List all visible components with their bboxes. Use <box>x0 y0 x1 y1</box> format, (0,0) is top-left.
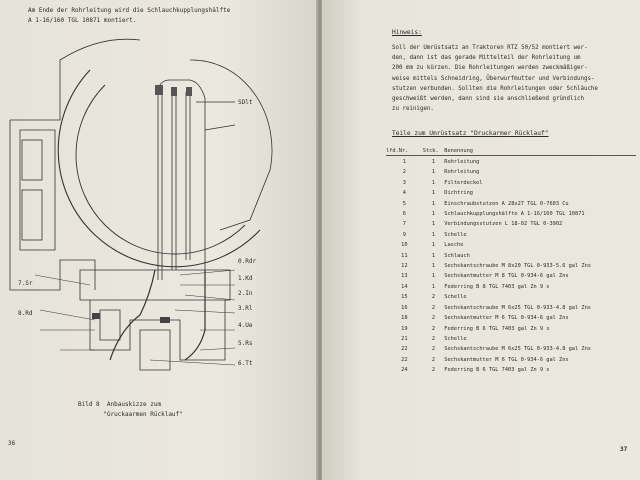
cell-qty: 1 <box>431 242 436 249</box>
table-row <box>386 365 640 375</box>
caption-line-1: Bild 8 Anbauskizze zum <box>78 401 162 408</box>
cell-description: Dichtring <box>444 190 473 197</box>
cell-description: Rohrleitung <box>444 159 480 165</box>
cell-qty: 2 <box>431 325 436 332</box>
note-line: weise mittels Schneidring, Überwurfmutter und Verbindungs- <box>392 75 595 82</box>
cell-qty: 1 <box>431 200 436 207</box>
cell-description: Sechskantschraube M 6x25 TGL 0-933-4.8 gal Zns <box>444 304 591 311</box>
table-row <box>386 282 640 292</box>
cell-qty: 2 <box>431 294 436 301</box>
table-row <box>386 240 640 250</box>
cell-number: 2 <box>402 169 406 176</box>
callout-label: 0.Rdr <box>238 258 257 265</box>
cell-number: 22 <box>401 346 408 353</box>
cell-description: Federring B 6 TGL 7403 gal Zn 9 s <box>444 325 550 332</box>
table-row <box>386 334 640 344</box>
table-row <box>386 199 640 209</box>
cell-qty: 1 <box>431 252 436 259</box>
left-page <box>0 0 318 480</box>
figure-caption <box>78 400 183 420</box>
cell-number: 24 <box>401 367 408 374</box>
note-line: 200 mm zu kürzen. Die Rohrleitungen werden zweckmäßiger- <box>392 65 588 72</box>
cell-description: Sechskantmutter M 6 TGL 0-934-6 gal Zns <box>444 356 569 363</box>
cell-description: Filterdeckel <box>444 179 483 186</box>
callout-label: 1.Kd <box>238 275 253 282</box>
cell-number: 6 <box>402 211 406 218</box>
note-line: den, dann ist das gerade Mittelteil der Rohrleitung um <box>392 55 581 62</box>
cell-qty: 1 <box>431 263 436 270</box>
technical-drawing <box>0 30 300 395</box>
parts-list-title: Teile zum Umrüstsatz "Druckarmer Rücklauf" <box>392 130 549 137</box>
table-row <box>386 251 640 261</box>
cell-qty: 1 <box>431 221 436 228</box>
cell-number: 10 <box>401 242 408 249</box>
note-title: Hinweis: <box>392 29 422 36</box>
cell-number: 18 <box>401 315 408 322</box>
table-row <box>386 271 640 281</box>
cell-qty: 2 <box>431 367 436 374</box>
note-line: zu reinigen. <box>392 106 434 113</box>
callout-label: 6.Tt <box>238 360 253 367</box>
cell-number: 16 <box>401 304 408 311</box>
cell-number: 22 <box>401 356 408 363</box>
cell-description: Federring B 6 TGL 7403 gal Zn 9 s <box>444 367 550 374</box>
cell-qty: 2 <box>431 335 436 342</box>
cell-qty: 2 <box>431 346 436 353</box>
cell-qty: 2 <box>431 304 436 311</box>
cell-description: Verbindungsstutzen L 18-02 TGL 0-3902 <box>444 221 563 228</box>
note-line: stutzen verbunden. Sollten die Rohrleitungen oder Schläuche <box>392 85 598 92</box>
page-number-left: 36 <box>8 440 16 447</box>
callout-label: 2.In <box>238 290 253 297</box>
cell-description: Schelle <box>444 294 467 301</box>
cell-description: Schelle <box>444 335 467 342</box>
body-outline <box>10 39 140 120</box>
table-header-row <box>386 145 640 157</box>
table-row <box>386 178 640 188</box>
note-line: geschweißt werden, dann sind sie anschließend gründlich <box>392 96 584 103</box>
parts-table <box>386 145 640 376</box>
cell-number: 7 <box>402 221 406 228</box>
intro-line-1: Am Ende der Rohrleitung wird die Schlauchkupplungshälfte <box>28 7 231 14</box>
table-row <box>386 219 640 229</box>
callout-label: 3.Rl <box>238 305 253 312</box>
pipe-main <box>158 90 162 280</box>
cell-qty: 1 <box>431 190 436 197</box>
cell-description: Sechskantschraube M 8x20 TGL 0-933-5.6 gal Zns <box>444 263 591 270</box>
note-body <box>392 43 632 114</box>
intro-line-2: A 1-16/160 TGL 10871 montiert. <box>28 17 137 24</box>
caption-line-2: "Gruckaarmen Rücklauf" <box>103 411 183 418</box>
cell-description: Schelle <box>444 231 467 238</box>
table-row <box>386 313 640 323</box>
page-number-right: 37 <box>620 446 628 453</box>
cell-description: Lasche <box>444 242 464 249</box>
cell-number: 3 <box>402 179 406 186</box>
cell-number: 9 <box>402 231 406 238</box>
cell-number: 5 <box>402 200 406 207</box>
wheel-inner <box>76 85 245 254</box>
table-row <box>386 157 640 167</box>
cell-qty: 1 <box>431 179 436 186</box>
cell-qty: 2 <box>431 356 436 363</box>
table-row <box>386 292 640 302</box>
table-row <box>386 344 640 354</box>
table-row <box>386 324 640 334</box>
cell-description: Einschraubstutzen A 28x27 TGL 0-7603 Cu <box>444 200 569 207</box>
cell-qty: 1 <box>431 273 436 280</box>
table-row <box>386 167 640 177</box>
cell-qty: 1 <box>431 283 436 290</box>
cell-number: 1 <box>402 159 406 165</box>
callout-label: 4.Ue <box>238 322 253 329</box>
cell-qty: 1 <box>431 159 436 165</box>
cell-qty: 2 <box>431 315 436 322</box>
cell-qty: 1 <box>431 211 436 218</box>
callout-label: SDlt <box>238 99 253 106</box>
table-row <box>386 261 640 271</box>
cell-number: 4 <box>402 190 406 197</box>
table-row <box>386 209 640 219</box>
cell-description: Schlauch <box>444 252 470 259</box>
cell-number: 21 <box>401 335 408 342</box>
col-header-description: Benennung <box>444 148 473 154</box>
callout-label: 7.Sr <box>18 280 33 287</box>
cell-description: Rohrleitung <box>444 169 480 176</box>
cell-description: Sechskantmutter M 8 TGL 0-934-6 gal Zns <box>444 273 569 280</box>
cell-number: 19 <box>401 325 408 332</box>
cell-qty: 1 <box>431 169 436 176</box>
table-row <box>386 230 640 240</box>
cell-description: Federring B 8 TGL 7403 gal Zn 9 s <box>444 283 550 290</box>
table-row <box>386 355 640 365</box>
note-line: Soll der Umrüstsatz an Traktoren RTZ 50/52 montiert wer- <box>392 45 588 51</box>
cell-description: Sechskantschraube M 6x25 TGL 0-933-4.8 gal Zns <box>444 346 591 353</box>
cell-number: 11 <box>401 252 408 259</box>
cell-description: Schlauchkupplungshälfte A 1-16/160 TGL 10871 <box>444 211 585 218</box>
cell-number: 15 <box>401 294 408 301</box>
table-row <box>386 303 640 313</box>
col-header-number: lfd.Nr. <box>386 148 409 154</box>
right-page <box>322 0 640 480</box>
callout-label: 5.Rs <box>238 340 253 347</box>
cell-number: 12 <box>401 263 408 270</box>
cell-number: 13 <box>401 273 408 280</box>
intro-text <box>28 6 298 26</box>
callout-label: 8.Rd <box>18 310 33 317</box>
table-row <box>386 188 640 198</box>
col-header-qty: Stck. <box>422 148 439 154</box>
cell-number: 14 <box>401 283 408 290</box>
cell-qty: 1 <box>431 231 436 238</box>
cell-description: Sechskantmutter M 6 TGL 0-934-6 gal Zns <box>444 315 569 322</box>
